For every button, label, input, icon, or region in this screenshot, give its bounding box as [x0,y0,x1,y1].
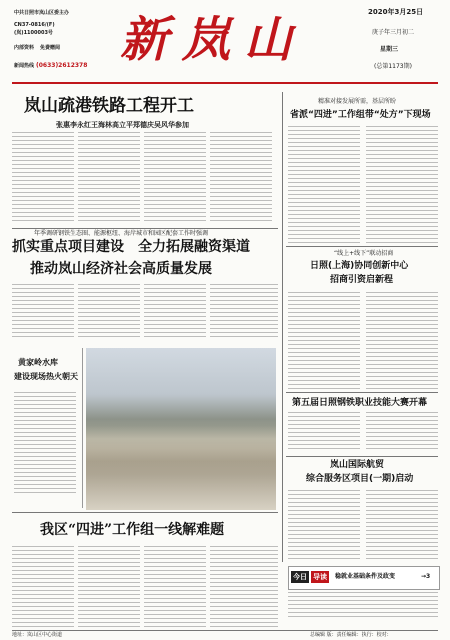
masthead-rule [12,82,438,84]
issue-weekday: 星期三 [380,46,399,53]
footer-rule [12,630,438,631]
photo-caption-box [12,348,83,508]
sidebar2-body-col1 [288,292,360,390]
masthead-free: 免费赠阅 [40,45,61,51]
issue-number: (总第1173期) [374,63,412,70]
teaser-tag2: 导读 [313,573,327,581]
teaser-page: →3 [421,573,431,580]
story4-headline2: 综合服务区项目(一期)启动 [306,474,414,484]
story5-body-col3 [144,546,206,630]
story4-body-col2 [366,490,438,562]
story2-body-col2 [78,284,140,340]
photo-caption-body [14,392,76,496]
teaser-tag1: 今日 [293,573,307,581]
masthead-sponsor: 中共日照市岚山区委主办 [14,10,70,16]
sidebar1-kicker: 精准对接发展所需，基层所盼 [318,98,397,105]
sidebar2-headline2: 招商引资启新程 [330,275,394,285]
lead-headline: 岚山疏港铁路工程开工 [24,96,194,116]
masthead-cn: CN37-0816/(F) [14,22,55,28]
teaser-box[interactable] [288,566,440,590]
footer-editors: 总编辑 版：责任编辑：执行：校对： [310,632,392,638]
teaser-list [288,592,438,620]
story5-body-col1 [12,546,74,630]
section-rule-4 [286,456,438,457]
story2-headline2: 推动岚山经济社会高质量发展 [30,261,212,277]
section-rule-3 [286,392,438,393]
masthead-title: 新岚山 [120,12,307,68]
section-rule-5 [12,512,278,513]
issue-date [368,8,423,16]
teaser-text: 稳就业基础条件及政变 [335,573,396,580]
sidebar2-kicker: “线上+线下”联动招商 [334,250,394,257]
section-rule-2 [286,246,438,247]
photo-caption-line2: 建设现场热火朝天 [14,372,78,381]
masthead-hotline: (0633)2612378 [36,62,88,69]
story5-body-col4 [210,546,278,630]
story3-body-col1 [288,412,360,452]
lead-body-col4 [210,132,272,224]
masthead-internal: 内部资料 [14,45,35,51]
lead-body-col2 [78,132,140,224]
reservoir-photo-detail [86,348,276,510]
sidebar2-headline1: 日照(上海)协同创新中心 [310,261,409,271]
story2-body-col1 [12,284,74,340]
story2-headline1: 抓实重点项目建设 全力拓展融资渠道 [12,239,250,255]
story3-headline: 第五届日照钢铁职业技能大赛开幕 [292,398,428,408]
lead-subhead: 张惠李永红王海林高立平郑德庆吴风华参加 [56,121,189,129]
issue-lunar: 庚子年三月初二 [372,29,415,36]
masthead [0,0,450,88]
story2-body-col3 [144,284,206,340]
sidebar2-body-col2 [366,292,438,390]
story3-body-col2 [366,412,438,452]
sidebar1-body-col1 [288,126,360,244]
masthead-hotline-label: 新闻热线 [14,63,35,69]
lead-body-col3 [144,132,206,224]
sidebar1-body-col2 [366,126,438,244]
story4-headline1: 岚山国际航贸 [330,460,385,470]
column-divider [282,92,283,562]
story4-body-col1 [288,490,360,562]
lead-body-col1 [12,132,74,224]
issue-date-text: 2020年3月25日 [368,8,424,16]
masthead-serial: (岚)1100003号 [14,30,53,36]
story5-body-col2 [78,546,140,630]
sidebar1-headline: 省派“四进”工作组带“处方”下现场 [290,110,431,120]
section-rule-1 [12,228,278,229]
footer-address: 地址：岚山区中心街道 [12,632,63,638]
story2-body-col4 [210,284,278,340]
story2-kicker: 年季调研钢铁生态圈、能源枢纽、海岸城市和园区配套工作时强调 [34,230,209,237]
photo-caption-line1: 黄家岭水库 [18,358,58,367]
story5-headline: 我区“四进”工作组一线解难题 [40,522,225,538]
